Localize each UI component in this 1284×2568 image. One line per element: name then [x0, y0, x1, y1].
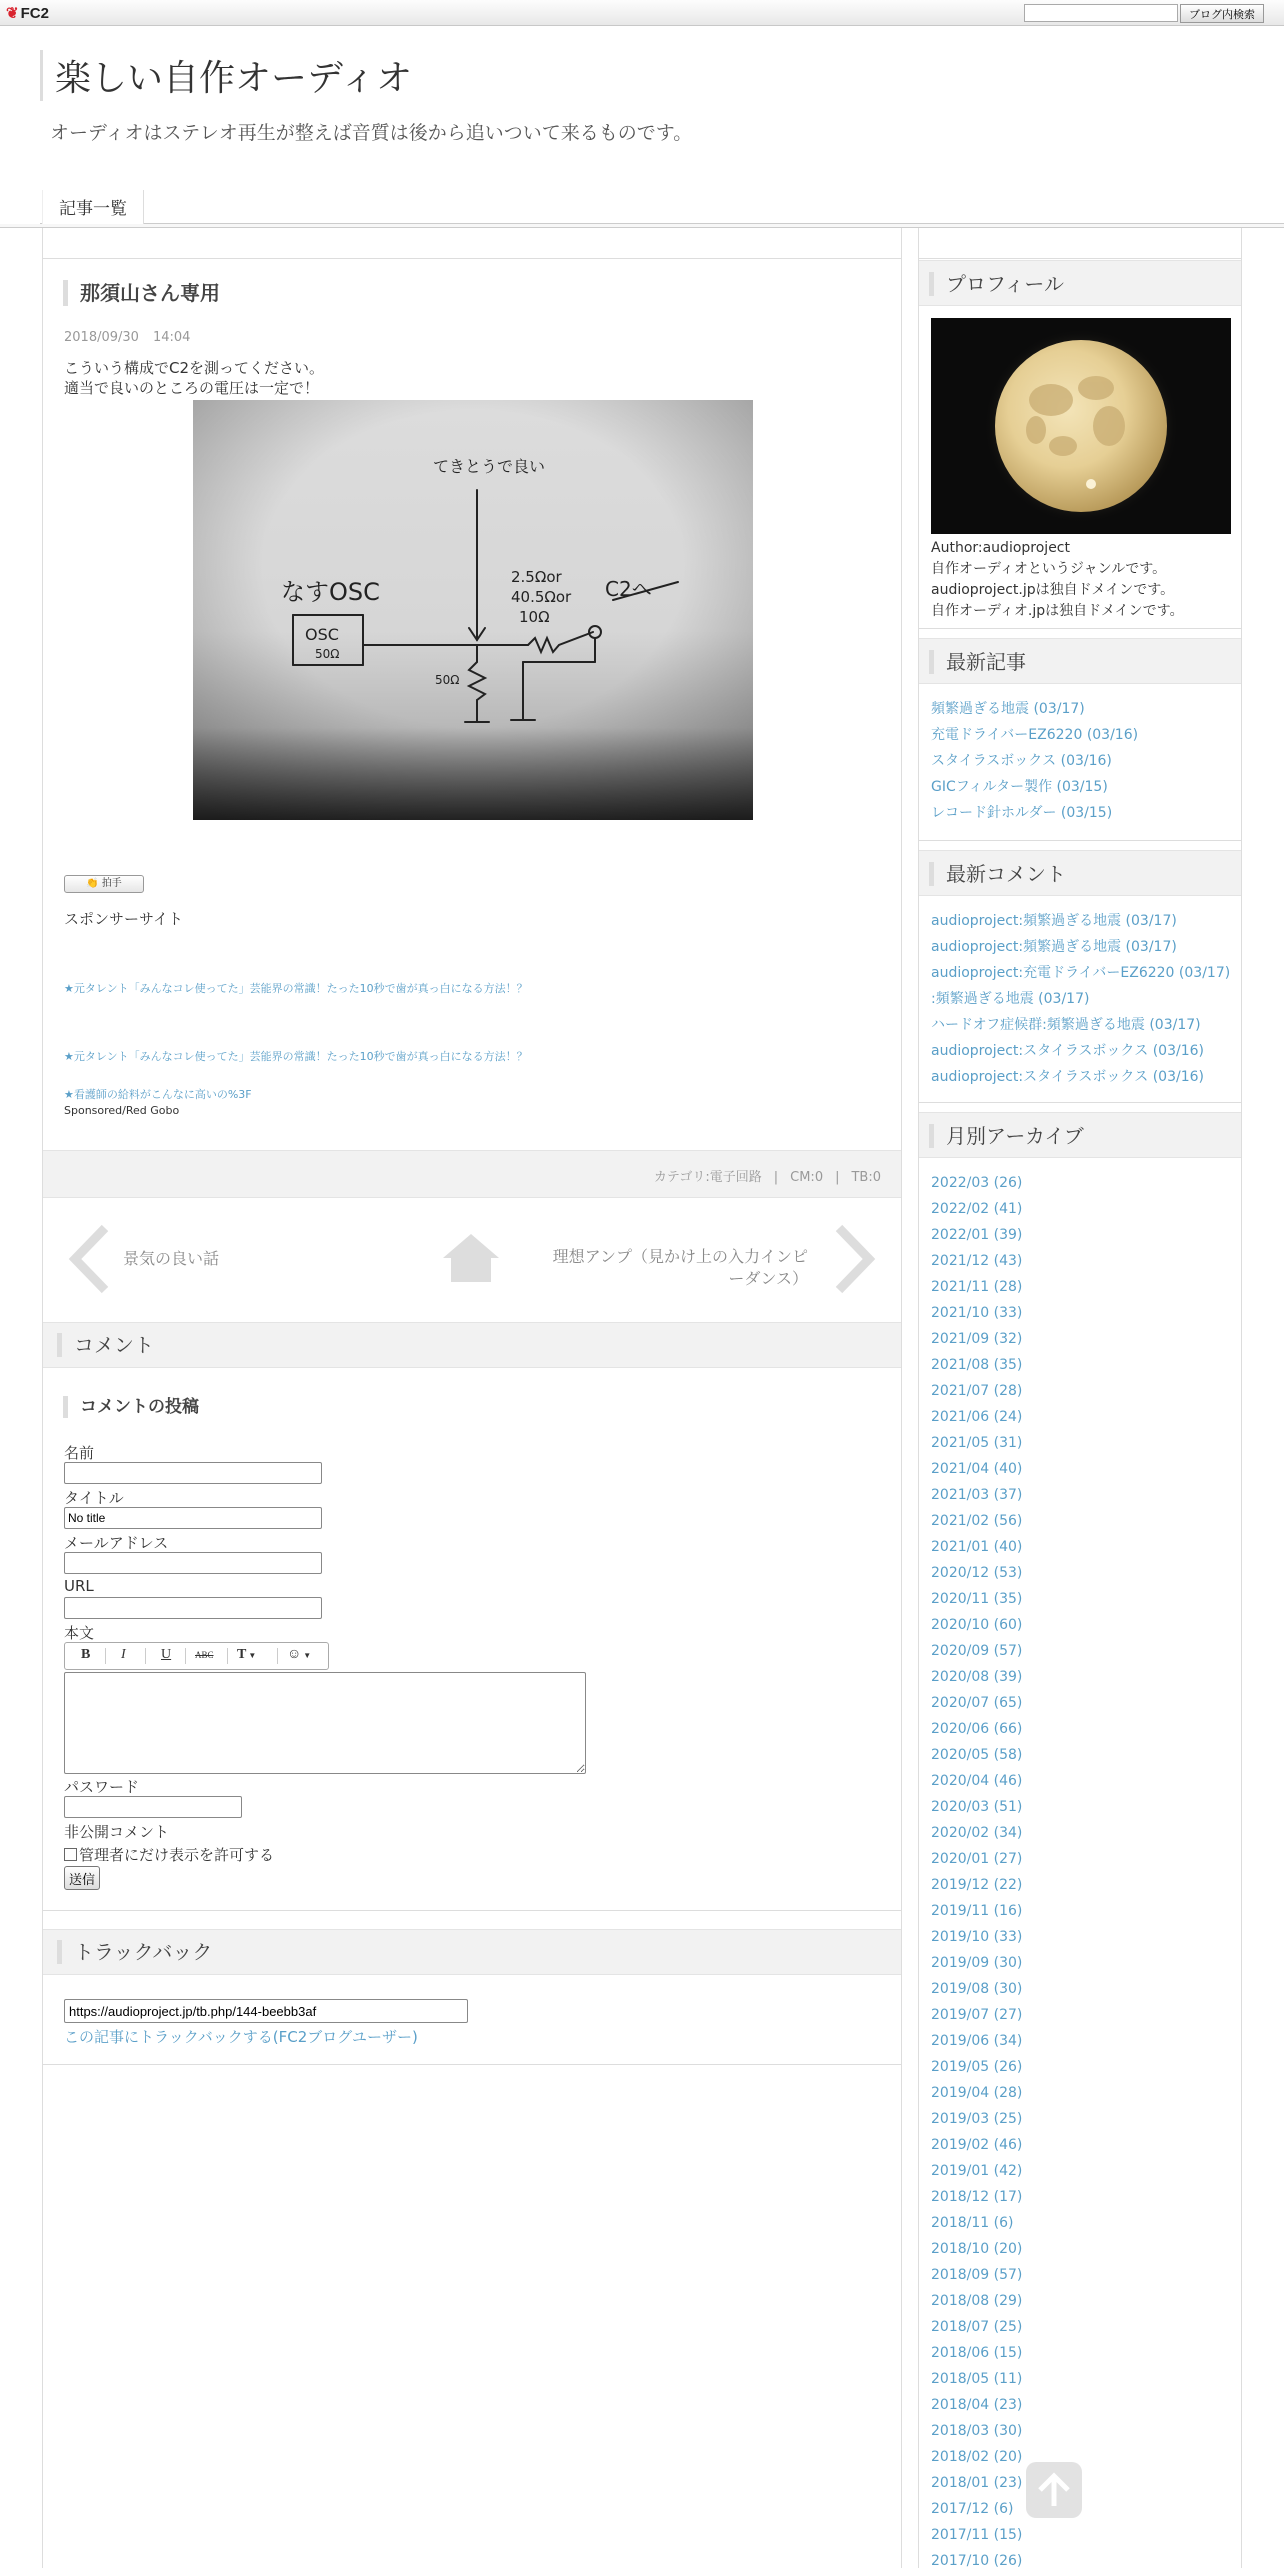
profile-heading: プロフィール: [929, 272, 1064, 296]
bold-button[interactable]: B: [81, 1647, 91, 1662]
sponsor-ad-link[interactable]: ★看護師の給料がこんなに高いの%3F: [64, 1088, 252, 1101]
sidebar: [918, 228, 1242, 2568]
archive-month-link[interactable]: 2019/03 (25): [931, 2111, 1023, 2127]
archive-month-link[interactable]: 2018/09 (57): [931, 2267, 1023, 2283]
archive-month-link[interactable]: 2019/01 (42): [931, 2163, 1023, 2179]
smiley-icon: ☺: [287, 1647, 302, 1662]
recent-comments-list: [931, 908, 1230, 1090]
archive-month-link[interactable]: 2019/02 (46): [931, 2137, 1023, 2153]
list-item: [931, 1274, 1022, 1300]
archive-month-link[interactable]: 2019/04 (28): [931, 2085, 1023, 2101]
list-item: [931, 1638, 1022, 1664]
fc2-logo-text: FC2: [20, 5, 49, 22]
sketch-note-shunt: 50Ω: [435, 673, 460, 687]
archive-month-link[interactable]: 2021/01 (40): [931, 1539, 1023, 1555]
list-item: [931, 1378, 1022, 1404]
post-meta-bar: [43, 1150, 901, 1198]
archive-month-link[interactable]: 2018/03 (30): [931, 2423, 1023, 2439]
blog-search-input[interactable]: [1024, 4, 1178, 22]
list-item: [931, 1560, 1022, 1586]
recent-posts-header: [919, 638, 1241, 684]
archive-month-link[interactable]: 2018/05 (11): [931, 2371, 1023, 2387]
archive-month-link[interactable]: 2018/04 (23): [931, 2397, 1023, 2413]
list-item: [931, 1196, 1022, 1222]
archive-month-link[interactable]: 2020/01 (27): [931, 1851, 1023, 1867]
sponsored-by: Sponsored/Red Gobo: [64, 1104, 180, 1117]
recent-post-link[interactable]: GICフィルター製作 (03/15): [931, 779, 1108, 795]
send-comment-button[interactable]: 送信: [64, 1866, 100, 1890]
list-item: [931, 1038, 1230, 1064]
recent-post-link[interactable]: レコード針ホルダー (03/15): [931, 805, 1113, 821]
sidebar-divider: [919, 1102, 1241, 1103]
sidebar-divider: [919, 628, 1241, 629]
archive-header: [919, 1112, 1241, 1158]
chevron-down-icon: ▼: [301, 1651, 312, 1660]
list-item: [931, 1064, 1230, 1090]
blog-search-button[interactable]: ブログ内検索: [1180, 4, 1264, 23]
list-item: [931, 2080, 1022, 2106]
list-item: [931, 2470, 1022, 2496]
list-item: [931, 2236, 1022, 2262]
fc2-toolbar: [0, 0, 1284, 26]
sketch-note-top: てきとうで良い: [433, 457, 546, 476]
list-item: [931, 960, 1230, 986]
list-item: [931, 696, 1138, 722]
emoji-button[interactable]: [287, 1647, 311, 1663]
list-item: [931, 1872, 1022, 1898]
toolbar-separator: [277, 1648, 278, 1664]
toolbar-separator: [145, 1648, 146, 1664]
sketch-note-c2: C2へ: [605, 577, 652, 601]
archive-month-link[interactable]: 2022/02 (41): [931, 1201, 1023, 1217]
trackback-section-header: [43, 1929, 901, 1975]
nav-line: [40, 190, 1284, 224]
nav-item-article-list[interactable]: 記事一覧: [42, 190, 144, 224]
url-field[interactable]: [64, 1597, 322, 1619]
list-item: [931, 2132, 1022, 2158]
list-item: [931, 1586, 1022, 1612]
list-item: [931, 1820, 1022, 1846]
list-item: [931, 1012, 1230, 1038]
comment-form-title: コメントの投稿: [63, 1396, 199, 1418]
trackback-divider: [43, 2064, 901, 2065]
font-size-button[interactable]: [237, 1647, 256, 1663]
clap-icon: 👏: [86, 878, 99, 889]
list-item: [931, 1326, 1022, 1352]
toolbar-separator: [185, 1648, 186, 1664]
post-body-line-1: こういう構成でC2を測ってください。: [64, 359, 325, 377]
list-item: [931, 2522, 1022, 2548]
recent-post-link[interactable]: スタイラスボックス (03/16): [931, 753, 1112, 769]
archive-month-link[interactable]: 2020/05 (58): [931, 1747, 1023, 1763]
archive-month-link[interactable]: 2018/08 (29): [931, 2293, 1023, 2309]
list-item: [931, 1976, 1022, 2002]
profile-line: 自作オーディオ.jpは独自ドメインです。: [931, 603, 1184, 619]
archive-month-link[interactable]: 2021/03 (37): [931, 1487, 1023, 1503]
archive-month-link[interactable]: 2018/11 (6): [931, 2215, 1014, 2231]
archive-month-link[interactable]: 2020/08 (39): [931, 1669, 1023, 1685]
fc2-logo[interactable]: [6, 4, 49, 22]
list-item: [931, 1534, 1022, 1560]
font-size-label: T: [237, 1647, 247, 1662]
archive-month-link[interactable]: 2019/08 (30): [931, 1981, 1023, 1997]
list-item: [931, 2418, 1022, 2444]
recent-comments-heading: 最新コメント: [929, 862, 1066, 886]
sketch-note-osc-ohm: 50Ω: [315, 647, 340, 661]
recent-comment-link[interactable]: audioproject:スタイラスボックス (03/16): [931, 1069, 1204, 1085]
sponsor-heading: スポンサーサイト: [64, 910, 183, 928]
sponsor-ad-link[interactable]: ★元タレント「みんなコレ使ってた」芸能界の常識！たった10秒で歯が真っ白になる方法！？: [64, 982, 528, 995]
toolbar-separator: [227, 1648, 228, 1664]
post-body-line-2: 適当で良いのところの電圧は一定で！: [64, 379, 320, 397]
archive-month-link[interactable]: 2021/02 (56): [931, 1513, 1023, 1529]
archive-month-link[interactable]: 2019/05 (26): [931, 2059, 1023, 2075]
recent-comments-header: [919, 850, 1241, 896]
list-item: [931, 1404, 1022, 1430]
secret-comment-checkbox[interactable]: [64, 1848, 77, 1861]
profile-line: 自作オーディオというジャンルです。: [931, 561, 1167, 577]
chevron-right-icon[interactable]: [833, 1224, 877, 1294]
archive-month-link[interactable]: 2018/10 (20): [931, 2241, 1023, 2257]
archive-month-link[interactable]: 2022/03 (26): [931, 1175, 1023, 1191]
fc2-mark-icon: ❦: [6, 5, 19, 22]
list-item: [931, 1950, 1022, 1976]
archive-month-link[interactable]: 2020/11 (35): [931, 1591, 1023, 1607]
recent-comment-link[interactable]: audioproject:頻繁過ぎる地震 (03/17): [931, 939, 1177, 955]
list-item: [931, 1430, 1022, 1456]
post-trackback-count-link[interactable]: TB:0: [851, 1170, 881, 1185]
archive-month-link[interactable]: 2021/04 (40): [931, 1461, 1023, 1477]
archive-month-link[interactable]: 2020/04 (46): [931, 1773, 1023, 1789]
list-item: [931, 934, 1230, 960]
list-item: [931, 2314, 1022, 2340]
recent-comment-link[interactable]: ハードオフ症候群:頻繁過ぎる地震 (03/17): [931, 1017, 1201, 1033]
archive-month-link[interactable]: 2018/06 (15): [931, 2345, 1023, 2361]
list-item: [931, 1508, 1022, 1534]
list-item: [931, 1664, 1022, 1690]
blog-title[interactable]: 楽しい自作オーディオ: [40, 50, 412, 101]
archive-list: [931, 1170, 1022, 2568]
list-item: [931, 1716, 1022, 1742]
title-field[interactable]: [64, 1507, 322, 1529]
sidebar-top-divider: [919, 258, 1241, 259]
email-field[interactable]: [64, 1552, 322, 1574]
archive-month-link[interactable]: 2019/12 (22): [931, 1877, 1023, 1893]
recent-posts-heading: 最新記事: [929, 650, 1026, 674]
archive-month-link[interactable]: 2019/06 (34): [931, 2033, 1023, 2049]
meta-separator: |: [835, 1170, 840, 1185]
list-item: [931, 1300, 1022, 1326]
sketch-note-osc: なすOSC: [281, 578, 380, 606]
next-post-link[interactable]: 理想アンプ（見かけ上の入力インピーダンス）: [552, 1247, 808, 1288]
list-item: [931, 774, 1138, 800]
archive-month-link[interactable]: 2019/07 (27): [931, 2007, 1023, 2023]
archive-month-link[interactable]: 2019/10 (33): [931, 1929, 1023, 1945]
list-item: [931, 2106, 1022, 2132]
list-item: [931, 1742, 1022, 1768]
body-label: 本文: [64, 1624, 95, 1642]
list-item: [931, 800, 1138, 826]
list-item: [931, 986, 1230, 1012]
list-item: [931, 2002, 1022, 2028]
recent-posts-list: [931, 696, 1138, 826]
archive-month-link[interactable]: 2020/07 (65): [931, 1695, 1023, 1711]
post-meta: [654, 1166, 881, 1185]
list-item: [931, 1690, 1022, 1716]
chevron-down-icon: ▼: [246, 1651, 257, 1660]
list-item: [931, 1482, 1022, 1508]
sketch-note-r1: 2.5Ωor: [511, 568, 562, 586]
archive-month-link[interactable]: 2021/06 (24): [931, 1409, 1023, 1425]
comments-section-header: [43, 1322, 901, 1368]
full-moon-photo: [931, 318, 1231, 534]
post-pager: [43, 1198, 901, 1322]
list-item: [931, 1794, 1022, 1820]
clap-button[interactable]: [64, 875, 144, 893]
sketch-note-osc-box: OSC: [305, 625, 339, 644]
underline-button[interactable]: U: [161, 1647, 172, 1662]
archive-month-link[interactable]: 2020/10 (60): [931, 1617, 1023, 1633]
archive-month-link[interactable]: 2019/09 (30): [931, 1955, 1023, 1971]
blog-description: オーディオはステレオ再生が整えば音質は後から追いついて来るものです。: [50, 122, 693, 144]
profile-author: Author:audioproject: [931, 540, 1070, 556]
secret-comment-option[interactable]: [64, 1844, 274, 1865]
archive-month-link[interactable]: 2017/11 (15): [931, 2527, 1023, 2543]
list-item: [931, 1248, 1022, 1274]
archive-month-link[interactable]: 2020/12 (53): [931, 1565, 1023, 1581]
profile-line: audioproject.jpは独自ドメインです。: [931, 582, 1175, 598]
name-label: 名前: [64, 1444, 95, 1462]
archive-month-link[interactable]: 2021/05 (31): [931, 1435, 1023, 1451]
archive-month-link[interactable]: 2018/12 (17): [931, 2189, 1023, 2205]
comments-divider: [43, 1910, 901, 1911]
list-item: [931, 1456, 1022, 1482]
list-item: [931, 1170, 1022, 1196]
list-item: [931, 722, 1138, 748]
secret-comment-label: 非公開コメント: [64, 1823, 170, 1841]
list-item: [931, 2158, 1022, 2184]
archive-month-link[interactable]: 2020/06 (66): [931, 1721, 1023, 1737]
list-item: [931, 2028, 1022, 2054]
archive-month-link[interactable]: 2020/03 (51): [931, 1799, 1023, 1815]
recent-comment-link[interactable]: :頻繁過ぎる地震 (03/17): [931, 991, 1090, 1007]
main-top-divider: [43, 258, 901, 259]
list-item: [931, 2496, 1022, 2522]
sponsor-ad-link[interactable]: ★元タレント「みんなコレ使ってた」芸能界の常識！たった10秒で歯が真っ白になる方法！？: [64, 1050, 528, 1063]
archive-heading: 月別アーカイブ: [929, 1124, 1084, 1148]
list-item: [931, 2392, 1022, 2418]
list-item: [931, 1846, 1022, 1872]
archive-month-link[interactable]: 2021/08 (35): [931, 1357, 1023, 1373]
archive-month-link[interactable]: 2021/12 (43): [931, 1253, 1023, 1269]
list-item: [931, 1898, 1022, 1924]
recent-comment-link[interactable]: audioproject:スタイラスボックス (03/16): [931, 1043, 1204, 1059]
archive-month-link[interactable]: 2019/11 (16): [931, 1903, 1023, 1919]
post-date-value: 2018/09/30: [64, 330, 139, 345]
list-item: [931, 1352, 1022, 1378]
post-title: 那須山さん専用: [63, 280, 220, 306]
secret-comment-checkbox-label: 管理者にだけ表示を許可する: [79, 1846, 275, 1864]
recent-comment-link[interactable]: audioproject:頻繁過ぎる地震 (03/17): [931, 913, 1177, 929]
list-item: [931, 2054, 1022, 2080]
home-icon[interactable]: [441, 1232, 501, 1284]
list-item: [931, 1222, 1022, 1248]
archive-month-link[interactable]: 2017/12 (6): [931, 2501, 1014, 2517]
archive-month-link[interactable]: 2021/07 (28): [931, 1383, 1023, 1399]
comment-format-toolbar: [64, 1642, 329, 1670]
archive-month-link[interactable]: 2017/10 (26): [931, 2553, 1023, 2568]
archive-month-link[interactable]: 2018/01 (23): [931, 2475, 1023, 2491]
trackback-heading: トラックバック: [57, 1940, 212, 1964]
url-label: URL: [64, 1577, 94, 1595]
recent-comment-link[interactable]: audioproject:充電ドライバーEZ6220 (03/17): [931, 965, 1231, 981]
comments-heading: コメント: [57, 1333, 154, 1357]
archive-month-link[interactable]: 2021/10 (33): [931, 1305, 1023, 1321]
list-item: [931, 1924, 1022, 1950]
list-item: [931, 2288, 1022, 2314]
archive-month-link[interactable]: 2018/07 (25): [931, 2319, 1023, 2335]
arrow-up-icon[interactable]: [1026, 2462, 1082, 2518]
archive-month-link[interactable]: 2018/02 (20): [931, 2449, 1023, 2465]
post-comment-count-link[interactable]: CM:0: [790, 1170, 824, 1185]
trackback-link[interactable]: この記事にトラックバックする(FC2ブログユーザー): [64, 2028, 418, 2046]
name-field[interactable]: [64, 1462, 322, 1484]
post-date: [64, 330, 204, 345]
list-item: [931, 2366, 1022, 2392]
list-item: [931, 2210, 1022, 2236]
list-item: [931, 2340, 1022, 2366]
chevron-left-icon[interactable]: [67, 1224, 111, 1294]
sketch-note-r3: 10Ω: [519, 608, 550, 626]
archive-month-link[interactable]: 2021/11 (28): [931, 1279, 1023, 1295]
clap-label: 拍手: [101, 878, 122, 889]
password-field[interactable]: [64, 1796, 242, 1818]
recent-post-link[interactable]: 頻繁過ぎる地震 (03/17): [931, 701, 1085, 717]
main-column: [42, 228, 902, 2568]
list-item: [931, 2184, 1022, 2210]
recent-post-link[interactable]: 充電ドライバーEZ6220 (03/16): [931, 727, 1139, 743]
profile-header: [919, 260, 1241, 306]
post-time-value: 14:04: [152, 330, 191, 345]
archive-month-link[interactable]: 2020/02 (34): [931, 1825, 1023, 1841]
trackback-url-field[interactable]: [64, 1999, 468, 2023]
circuit-sketch-photo[interactable]: [193, 400, 753, 820]
list-item: [931, 2262, 1022, 2288]
password-label: パスワード: [64, 1778, 140, 1796]
archive-month-link[interactable]: 2021/09 (32): [931, 1331, 1023, 1347]
comment-body-textarea[interactable]: [64, 1672, 586, 1774]
strikethrough-button[interactable]: ABC: [195, 1650, 214, 1660]
list-item: [931, 1768, 1022, 1794]
list-item: [931, 2548, 1022, 2568]
sidebar-divider: [919, 840, 1241, 841]
meta-separator: |: [773, 1170, 779, 1185]
italic-button[interactable]: I: [121, 1647, 126, 1662]
sketch-note-r2: 40.5Ωor: [511, 588, 572, 606]
list-item: [931, 2444, 1022, 2470]
email-label: メールアドレス: [64, 1534, 169, 1552]
post-category-link[interactable]: カテゴリ:電子回路: [653, 1170, 762, 1185]
list-item: [931, 748, 1138, 774]
list-item: [931, 908, 1230, 934]
list-item: [931, 1612, 1022, 1638]
archive-month-link[interactable]: 2020/09 (57): [931, 1643, 1023, 1659]
archive-month-link[interactable]: 2022/01 (39): [931, 1227, 1023, 1243]
toolbar-separator: [105, 1648, 106, 1664]
title-label: タイトル: [64, 1489, 124, 1507]
prev-post-link[interactable]: 景気の良い話: [123, 1249, 220, 1268]
